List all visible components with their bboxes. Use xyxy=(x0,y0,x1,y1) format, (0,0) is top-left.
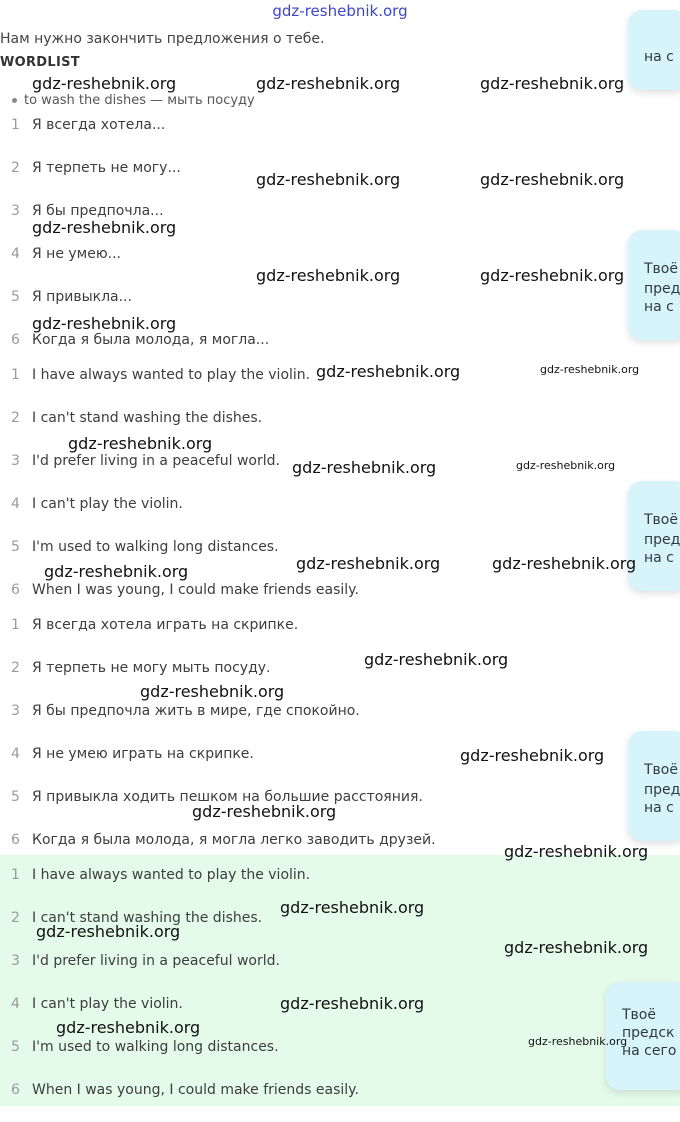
item-text: I'm used to walking long distances. xyxy=(32,1039,279,1055)
watermark: gdz-reshebnik.org xyxy=(32,74,177,93)
item-number: 4 xyxy=(11,746,20,762)
item-text: When I was young, I could make friends easily. xyxy=(32,582,359,598)
speech-bubble[interactable] xyxy=(628,731,680,841)
watermark: gdz-reshebnik.org xyxy=(504,938,649,957)
watermark: gdz-reshebnik.org xyxy=(32,218,177,237)
wordlist-item xyxy=(12,93,255,108)
item-text: I have always wanted to play the violin. xyxy=(32,367,311,383)
item-number: 6 xyxy=(11,582,20,598)
watermark: gdz-reshebnik.org xyxy=(540,363,640,376)
bubble-line: на с xyxy=(644,550,674,566)
list-item xyxy=(0,703,620,743)
bubble-line: на с xyxy=(644,49,674,65)
item-number: 6 xyxy=(11,832,20,848)
bubble-line: Твоё xyxy=(622,1007,656,1023)
item-number: 2 xyxy=(11,660,20,676)
item-number: 1 xyxy=(11,617,20,633)
watermark: gdz-reshebnik.org xyxy=(480,170,625,189)
list-item xyxy=(0,1082,620,1122)
item-text: Я не умею играть на скрипке. xyxy=(32,746,254,762)
watermark: gdz-reshebnik.org xyxy=(32,314,177,333)
watermark: gdz-reshebnik.org xyxy=(36,922,181,941)
item-number: 5 xyxy=(11,789,20,805)
item-number: 4 xyxy=(11,496,20,512)
item-number: 4 xyxy=(11,996,20,1012)
watermark: gdz-reshebnik.org xyxy=(316,362,461,381)
item-number: 3 xyxy=(11,453,20,469)
item-text: I can't stand washing the dishes. xyxy=(32,910,263,926)
watermark: gdz-reshebnik.org xyxy=(364,650,509,669)
watermark: gdz-reshebnik.org xyxy=(140,682,285,701)
bullet-icon xyxy=(12,98,17,103)
bubble-line: Твоё xyxy=(644,512,678,528)
item-text: Когда я была молода, я могла... xyxy=(32,332,270,348)
list-item xyxy=(0,582,620,622)
item-number: 1 xyxy=(11,867,20,883)
item-number: 5 xyxy=(11,289,20,305)
item-number: 2 xyxy=(11,410,20,426)
speech-bubble[interactable] xyxy=(628,481,680,591)
list-item xyxy=(0,117,620,157)
bubble-line: на с xyxy=(644,800,674,816)
item-number: 5 xyxy=(11,1039,20,1055)
item-text: I'd prefer living in a peaceful world. xyxy=(32,453,280,469)
watermark: gdz-reshebnik.org xyxy=(280,994,425,1013)
watermark: gdz-reshebnik.org xyxy=(68,434,213,453)
list-item xyxy=(0,617,620,657)
item-text: Я всегда хотела... xyxy=(32,117,166,133)
speech-bubble[interactable] xyxy=(628,10,680,90)
list-item xyxy=(0,367,620,407)
watermark: gdz-reshebnik.org xyxy=(280,898,425,917)
watermark: gdz-reshebnik.org xyxy=(44,562,189,581)
item-text: Я привыкла ходить пешком на большие расстояния. xyxy=(32,789,423,805)
item-text: I can't play the violin. xyxy=(32,996,183,1012)
watermark: gdz-reshebnik.org xyxy=(504,842,649,861)
site-watermark-top: gdz-reshebnik.org xyxy=(272,2,408,20)
speech-bubble[interactable] xyxy=(628,230,680,340)
item-text: I'm used to walking long distances. xyxy=(32,539,279,555)
item-number: 3 xyxy=(11,203,20,219)
watermark: gdz-reshebnik.org xyxy=(296,554,441,573)
item-text: Я бы предпочла... xyxy=(32,203,164,219)
watermark: gdz-reshebnik.org xyxy=(256,170,401,189)
bubble-line: Твоё xyxy=(644,762,678,778)
list-item xyxy=(0,660,620,700)
bubble-line: Твоё xyxy=(644,261,678,277)
watermark: gdz-reshebnik.org xyxy=(256,266,401,285)
watermark: gdz-reshebnik.org xyxy=(492,554,637,573)
item-text: I can't stand washing the dishes. xyxy=(32,410,263,426)
item-text: When I was young, I could make friends easily. xyxy=(32,1082,359,1098)
item-number: 1 xyxy=(11,117,20,133)
list-item xyxy=(0,1039,620,1079)
item-number: 1 xyxy=(11,367,20,383)
task-intro: Нам нужно закончить предложения о тебе. xyxy=(0,31,325,47)
item-number: 4 xyxy=(11,246,20,262)
item-text: Я не умею... xyxy=(32,246,121,262)
item-text: Я привыкла... xyxy=(32,289,132,305)
wordlist-title: WORDLIST xyxy=(0,55,80,70)
wordlist-item-text: to wash the dishes — мыть посуду xyxy=(24,93,255,108)
bubble-line: на сего xyxy=(622,1043,677,1059)
item-text: I can't play the violin. xyxy=(32,496,183,512)
item-number: 5 xyxy=(11,539,20,555)
item-text: Я терпеть не могу... xyxy=(32,160,181,176)
item-text: Я терпеть не могу мыть посуду. xyxy=(32,660,271,676)
item-text: I have always wanted to play the violin. xyxy=(32,867,311,883)
watermark: gdz-reshebnik.org xyxy=(460,746,605,765)
bubble-line: пред xyxy=(644,532,680,548)
bubble-line: на с xyxy=(644,299,674,315)
item-number: 3 xyxy=(11,703,20,719)
bubble-line: пред xyxy=(644,281,680,297)
bubble-line: пред xyxy=(644,782,680,798)
list-item xyxy=(0,496,620,536)
item-number: 2 xyxy=(11,910,20,926)
item-text: I'd prefer living in a peaceful world. xyxy=(32,953,280,969)
watermark: gdz-reshebnik.org xyxy=(480,266,625,285)
watermark: gdz-reshebnik.org xyxy=(292,458,437,477)
watermark: gdz-reshebnik.org xyxy=(516,459,616,472)
list-item xyxy=(0,332,620,372)
watermark: gdz-reshebnik.org xyxy=(56,1018,201,1037)
item-number: 2 xyxy=(11,160,20,176)
watermark: gdz-reshebnik.org xyxy=(528,1035,628,1048)
watermark: gdz-reshebnik.org xyxy=(480,74,625,93)
watermark: gdz-reshebnik.org xyxy=(192,802,337,821)
bubble-line: предск xyxy=(622,1025,675,1041)
list-item xyxy=(0,953,620,993)
item-number: 3 xyxy=(11,953,20,969)
item-number: 6 xyxy=(11,332,20,348)
watermark: gdz-reshebnik.org xyxy=(256,74,401,93)
item-text: Я всегда хотела играть на скрипке. xyxy=(32,617,299,633)
item-number: 6 xyxy=(11,1082,20,1098)
item-text: Когда я была молода, я могла легко заводить друзей. xyxy=(32,832,436,848)
item-text: Я бы предпочла жить в мире, где спокойно. xyxy=(32,703,360,719)
